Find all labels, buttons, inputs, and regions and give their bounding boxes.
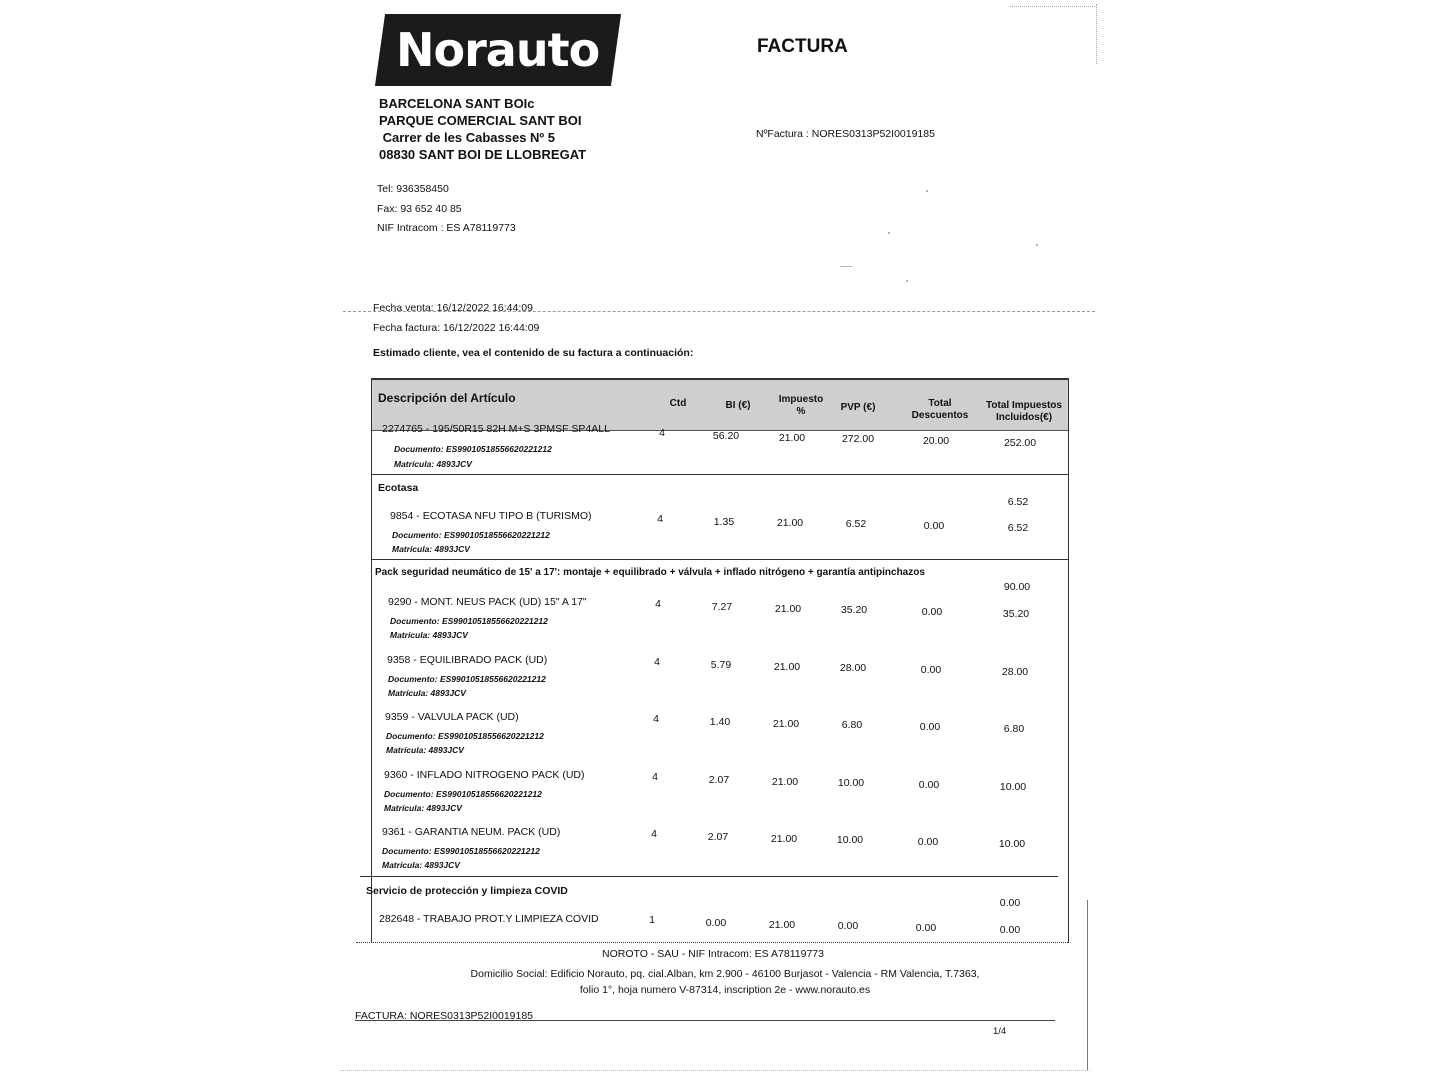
scan-edge <box>1096 4 1097 64</box>
item-discount: 0.00 <box>918 779 940 791</box>
scan-speck <box>906 280 908 282</box>
scan-speck <box>840 266 852 267</box>
invoice-date: Fecha factura: 16/12/2022 16:44:09 <box>373 322 540 334</box>
telephone: Tel: 936358450 <box>377 183 449 195</box>
item-discount: 0.00 <box>915 922 937 934</box>
header-total-l2: Incluidos(€) <box>995 412 1053 423</box>
item-total: 6.80 <box>1003 723 1025 735</box>
document-title: FACTURA <box>757 36 848 57</box>
group-title: Pack seguridad neumático de 15' a 17': montaje + equilibrado + válvula + inflado nitrógeno + garantía antipinchazos <box>375 567 925 578</box>
item-pvp: 35.20 <box>840 604 868 616</box>
table-border <box>371 378 372 943</box>
item-discount: 0.00 <box>919 721 941 733</box>
item-bi: 56.20 <box>712 430 740 442</box>
header-bi: BI (€) <box>725 400 751 411</box>
item-qty: 4 <box>655 598 661 610</box>
item-tax: 21.00 <box>771 776 799 788</box>
header-qty: Ctd <box>669 398 687 409</box>
item-pvp: 272.00 <box>841 433 875 445</box>
item-description: 9290 - MONT. NEUS PACK (UD) 15" A 17" <box>388 596 587 608</box>
item-pvp: 28.00 <box>839 662 867 674</box>
item-tax: 21.00 <box>772 718 800 730</box>
footer-address: Domicilio Social: Edificio Norauto, pq. cial.Alban, km 2.900 - 46100 Burjasot - Valencia - RM Valencia, T.7363, <box>470 968 980 980</box>
item-qty: 1 <box>649 914 655 926</box>
item-bi: 2.07 <box>708 774 730 786</box>
item-document: Documento: ES99010518556620221212 <box>394 444 552 454</box>
item-plate: Matrícula: 4893JCV <box>386 745 464 755</box>
header-tax <box>768 394 834 418</box>
scan-speck <box>888 232 890 234</box>
item-tax: 21.00 <box>774 603 802 615</box>
item-bi: 5.79 <box>710 659 732 671</box>
scan-edge <box>1087 900 1088 1070</box>
item-bi: 1.40 <box>709 716 731 728</box>
row-separator <box>371 559 1068 560</box>
header-discount <box>900 398 980 422</box>
item-total: 28.00 <box>1001 666 1029 678</box>
invoice-dates <box>373 298 539 338</box>
fax: Fax: 93 652 40 85 <box>377 202 462 215</box>
address-line: Carrer de les Cabasses Nº 5 <box>379 130 556 145</box>
item-description: 9358 - EQUILIBRADO PACK (UD) <box>387 654 548 666</box>
row-separator <box>356 942 1068 943</box>
item-plate: Matrícula: 4893JCV <box>392 544 470 554</box>
item-qty: 4 <box>651 828 657 840</box>
item-bi: 7.27 <box>711 601 733 613</box>
item-total: 10.00 <box>999 781 1027 793</box>
item-qty: 4 <box>653 713 659 725</box>
item-bi: 1.35 <box>713 516 735 528</box>
item-description: 9854 - ECOTASA NFU TIPO B (TURISMO) <box>390 510 592 522</box>
norauto-logo <box>375 14 621 86</box>
item-description: 282648 - TRABAJO PROT.Y LIMPIEZA COVID <box>379 913 599 925</box>
header-total <box>978 400 1070 424</box>
item-tax: 21.00 <box>770 833 798 845</box>
item-document: Documento: ES99010518556620221212 <box>390 616 548 626</box>
item-document: Documento: ES99010518556620221212 <box>382 846 540 856</box>
item-plate: Matrícula: 4893JCV <box>382 860 460 870</box>
row-separator <box>360 876 1058 877</box>
item-tax: 21.00 <box>776 517 804 529</box>
item-document: Documento: ES99010518556620221212 <box>392 530 550 540</box>
item-plate: Matrícula: 4893JCV <box>394 459 472 469</box>
item-total: 35.20 <box>1002 608 1030 620</box>
item-plate: Matrícula: 4893JCV <box>384 803 462 813</box>
item-document: Documento: ES99010518556620221212 <box>384 789 542 799</box>
item-tax: 21.00 <box>778 432 806 444</box>
item-discount: 0.00 <box>923 520 945 532</box>
page-number: 1/4 <box>993 1026 1007 1037</box>
item-plate: Matrícula: 4893JCV <box>390 630 468 640</box>
header-tax-l2: % <box>796 406 806 417</box>
scan-speck <box>926 190 928 192</box>
row-separator <box>371 474 1068 475</box>
invoice-number: NºFactura : NORES0313P52I0019185 <box>756 128 935 140</box>
footer-invoice-ref: FACTURA: NORES0313P52I0019185 <box>355 1010 534 1022</box>
header-disc-l1: Total <box>928 398 952 409</box>
item-bi: 0.00 <box>705 917 727 929</box>
item-pvp: 6.52 <box>845 518 867 530</box>
footer-registry: folio 1°, hoja numero V-87314, inscription 2e - www.norauto.es <box>579 984 871 996</box>
item-discount: 0.00 <box>917 836 939 848</box>
address-line: 08830 SANT BOI DE LLOBREGAT <box>379 147 587 162</box>
item-qty: 4 <box>652 771 658 783</box>
header-total-l1: Total Impuestos <box>986 400 1062 411</box>
footer-company: NOROTO - SAU - NIF Intracom: ES A78119773 <box>602 948 824 960</box>
footer-line <box>355 1020 1055 1021</box>
item-pvp: 10.00 <box>837 777 865 789</box>
scan-speck <box>1036 244 1038 246</box>
company-footer <box>360 946 1060 998</box>
group-title: Servicio de protección y limpieza COVID <box>366 885 568 897</box>
header-disc-l2: Descuentos <box>911 410 969 421</box>
logo-text: Norauto <box>396 23 600 77</box>
item-total: 6.52 <box>1007 522 1029 534</box>
header-pvp: PVP (€) <box>840 402 876 413</box>
nif-intracom: NIF Intracom : ES A78119773 <box>377 222 516 234</box>
item-pvp: 0.00 <box>837 920 859 932</box>
group-total: 6.52 <box>1007 496 1029 508</box>
item-qty: 4 <box>654 656 660 668</box>
item-pvp: 10.00 <box>836 834 864 846</box>
item-document: Documento: ES99010518556620221212 <box>386 731 544 741</box>
item-tax: 21.00 <box>768 919 796 931</box>
header-tax-l1: Impuesto <box>778 394 824 405</box>
group-title: Ecotasa <box>378 482 419 494</box>
item-pvp: 6.80 <box>841 719 863 731</box>
invoice-table <box>360 378 1070 943</box>
item-plate: Matrícula: 4893JCV <box>388 688 466 698</box>
item-description: 9360 - INFLADO NITROGENO PACK (UD) <box>384 769 585 781</box>
scan-edge <box>1010 6 1095 7</box>
item-discount: 0.00 <box>920 664 942 676</box>
group-total: 0.00 <box>999 897 1021 909</box>
header-description: Descripción del Artículo <box>378 391 516 405</box>
item-total: 10.00 <box>998 838 1026 850</box>
sale-date: Fecha venta: 16/12/2022 16:44:09 <box>373 302 533 314</box>
item-bi: 2.07 <box>707 831 729 843</box>
item-qty: 4 <box>659 427 665 439</box>
item-tax: 21.00 <box>773 661 801 673</box>
item-description: 9361 - GARANTIA NEUM. PACK (UD) <box>382 826 561 838</box>
store-contact <box>377 180 516 239</box>
item-description: 2274765 - 195/50R15 82H M+S 3PMSF SP4ALL <box>382 423 610 435</box>
intro-text: Estimado cliente, vea el contenido de su factura a continuación: <box>373 347 694 359</box>
item-description: 9359 - VALVULA PACK (UD) <box>385 711 519 723</box>
divider-line <box>343 311 1095 312</box>
address-line: BARCELONA SANT BOIc <box>379 96 535 111</box>
item-document: Documento: ES99010518556620221212 <box>388 674 546 684</box>
store-address <box>379 95 586 163</box>
group-total: 90.00 <box>1003 581 1031 593</box>
item-qty: 4 <box>657 513 663 525</box>
item-discount: 0.00 <box>921 606 943 618</box>
address-line: PARQUE COMERCIAL SANT BOI <box>379 113 582 128</box>
item-total: 0.00 <box>999 924 1021 936</box>
item-total: 252.00 <box>1003 437 1037 449</box>
table-border <box>1068 378 1069 943</box>
item-discount: 20.00 <box>922 435 950 447</box>
scan-edge <box>340 1070 1090 1071</box>
